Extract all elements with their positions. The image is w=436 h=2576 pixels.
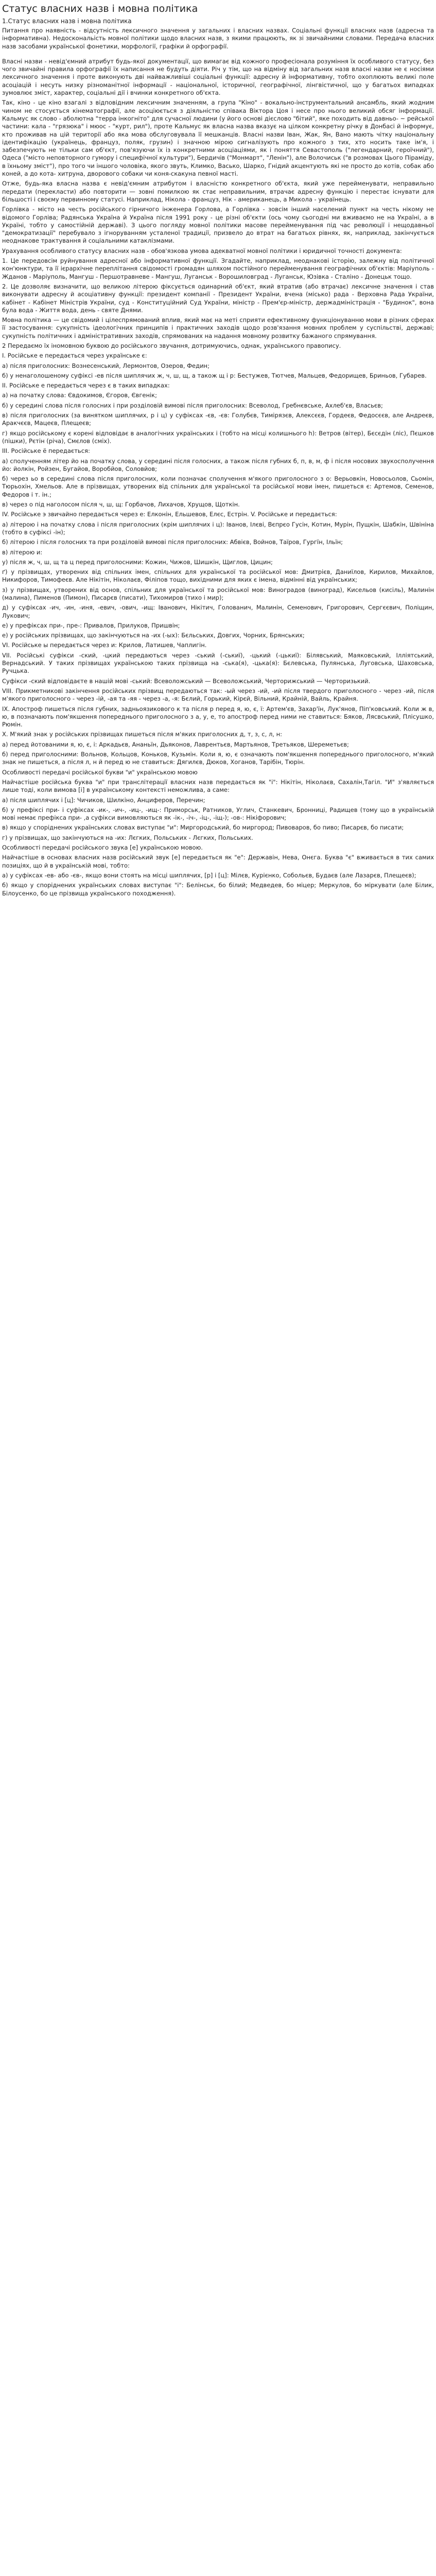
paragraph: е) у російських прізвищах, що закінчуються на -их (-ых): Бєльських, Довгих, Чорних, Брянських;	[2, 632, 305, 639]
paragraph: VII. Російські суфікси -ский, -цкий передаються через -ський (-ськиї), -цький (-цькиї): Білявський, Маяковський, Ілліятський, Вернадський. У таких прізвищах українською таких прізвища на -ська(я), -цька(я): Бєлевська, Пулянська, Луговська, Шаховська, Ручцька.	[2, 651, 434, 675]
paragraph: б) літерою і після голосних та при розділовій вимові після приголосних: Абвієв, Войнов, Таїров, Гургїн, Ільїн;	[2, 538, 343, 546]
paragraph: ІХ. Апостроф пишеться після губних, задньоязикового к та після р перед я, ю, є, ї: Артем'єв, Захар'їн, Лук'янов, Піп'ковський. Коли ж в, ю, в позначають пом'якшення попереднього приголосного з а, у, е, то апостроф перед ними не ставиться: Бяков, Лясвський, Плісушко, Рюмін.	[2, 705, 434, 728]
paragraph: ґ) у прізвищах, утворених від спільних імен, спільних для української та російської мов: Дмитрієв, Даниїлов, Кирилов, Михайлов, Никифоров, Тимофеєв. Але Нікітін, Ніколаєв, Філіпов тощо, вихідними для яких є імена, відмінні від українських;	[2, 568, 434, 584]
paragraph: в) літерою и:	[2, 548, 43, 556]
paragraph: е) у префіксах при-, пре-: Привалов, Прилуков, Пришвін;	[2, 621, 180, 629]
paragraph: в) якщо у споріднених українських словах виступає "и": Миргородський, бо миргород; Пивоваров, бо пиво; Писарєв, бо писати;	[2, 824, 404, 832]
paragraph: з) у прізвищах, утворених від основ, спільних для української та російської мов: Виноградов (виноград), Кисельов (кисіль), Малинін (малина), Пименов (Пимон), Писарєв (писати), Тихомиров (тихо і мир);	[2, 586, 434, 601]
page-title: Статус власних назв і мовна політика	[2, 3, 198, 14]
paragraph: Горлівка - місто на честь російського гірничого інженера Горлова, а Горлівка - зовсім інший населений пункт на честь нікому не відомого Горліва; Радянська Україна й Україна після 1991 року - це різні об'єкти (ось чому сьогодні ми вживаємо не на Україні, а в Україні, тобто у самостійній державі). З цього погляду мовної політики масове перейменування під час революції і нещодавньої "демократизації" перебувало з ігноруванням усталеної традиції, призвело до втрат на багатьох рівнях, як, наприклад, закінчується неоднакове трактування й соціальними катаклізмами.	[2, 206, 434, 245]
paragraph: а) у суфіксах -ев- або -єв-, якщо вони стоять на місці шиплячих, [р] і [ц]: Мілєв, Курієнко, Собольєв, Будаєв (але Лазарєв, Плещеєв);	[2, 871, 416, 879]
paragraph: г) якщо російському є корені відповідає в аналогічних українських і (тобто на місці колишнього h): Ветров (вітер), Бєсєдін (ліс), Пєшков (пішки), Рєтін (річа), Смєлов (сміх).	[2, 429, 434, 445]
document	[0, 0, 436, 905]
paragraph: IV. Російське э звичайно передається через е: Елконін, Ельшевов, Елєс, Естрін. V. Російське и передається:	[2, 511, 337, 518]
paragraph: ІІ. Російське е передається через є в таких випадках:	[2, 382, 170, 389]
paragraph: в) через о під наголосом після ч, ш, щ: Горбачов, Лихачов, Хрущов, Щоткін.	[2, 501, 240, 509]
paragraph: б) перед приголосними: Вольнов, Кольцов, Коньков, Кузьмін. Коли я, ю, є означають пом'якшення попереднього приголосного, м'який знак не пишеться, а після л, н й перед ю не ставиться: Дягилєв, Дюков, Хоганов, Тарібін, Тюрін.	[2, 751, 434, 766]
paragraph: 2. Це дозволяє визначити, що великою літерою фіксується одинарний об'єкт, який втратив (або втрачає) лексичне значення і став виконувати адресну й асоціативну функції: президент компанії - Президент України, вчена (місько) рада - Верховна Рада України, кабінет - Кабінет Міністрів України, суд - Конституційний Суд України, міністр - Прем'єр-міністр, держадміністрація - "Будинок", вона була вода - Життя вода, день - святе Днями.	[2, 282, 434, 314]
paragraph: г) у прізвищах, що закінчуються на -их: Лєгких, Польських - Лєгких, Польських.	[2, 834, 253, 841]
paragraph: а) сполученням літер йо на початку слова, у середині після голосних, а також після губних б, п, в, м, ф і після носових звукосполучення йо: йолкін, Ройзен, Бугайов, Воробйов, Соловйов;	[2, 457, 434, 472]
paragraph: VIII. Прикметникові закінчення російських прізвищ передаються так: -ый через -ий, -ий після твердого приголосного - через -ий, після м'якого приголосного - через -ій, -ая та -яя - через -а, -я: Бєлий, Горький, Кірєй, Вільний, Крайній, Вайль, Крайня.	[2, 687, 434, 703]
paragraph: а) після шиплячих і [ц]: Чичиков, Шилкіно, Анциферов, Перечин;	[2, 796, 205, 804]
paragraph: б) у середині слова після голосних і при розділовій вимові після приголосних: Всеволод, Гребнєвське, Ахлеб'єв, Власьєв;	[2, 401, 383, 409]
paragraph: ІІІ. Російське ё передається:	[2, 447, 90, 455]
paragraph: І. Російське е передається через українське є:	[2, 352, 147, 360]
paragraph: Власні назви - невід'ємний атрибут будь-якої документації, що вимагає від кожного професіонала розуміння їх особливого статусу, без чого звичайні правила орфографії їх написання не будуть діяти. Річ у тім, що на відміну від загальних назв власні назви не є носіями лексичного значення і проте виконують дві найважливіші соціальні функції: адресну й інформативну, тобто охоплюють великі поле асоціацій і несуть низку різноманітної інформації - національної, історичної, географічної, лінгвістичної, що у багатьох випадках зумовлює зміст, характер, соціальні дії і вчинки конкретного об'єкта.	[2, 57, 434, 97]
paragraph: а) перед йотованими я, ю, є, і: Аркадьєв, Ананьїн, Дьяконов, Лаврентьєв, Мартьянов, Третьяков, Шереметьєв;	[2, 740, 349, 748]
paragraph: у) після ж, ч, ш, щ та ц перед приголосними: Кожин, Чижов, Шишкін, Щиглов, Цицин;	[2, 558, 273, 566]
paragraph: VI. Російське ы передається через и: Крилов, Латишев, Чаплигін.	[2, 641, 207, 649]
paragraph: а) літерою і на початку слова і після приголосних (крім шиплячих і ц): Іванов, Ілєві, Вєпрєо Гусін, Котин, Мурін, Пущкін, Шабкін, Швініна (тобто в суфіксі -ін);	[2, 520, 434, 536]
paragraph: а) після приголосних: Вознесенський, Лермонтов, Озеров, Федин;	[2, 362, 210, 369]
paragraph: Мовна політика — це свідомий і цілеспрямований вплив, який має на меті сприяти ефективному функціонуванню мови в різних сферах її застосування: сукупність ідеологічних принципів і практичних заходів щодо розв'язання мовних проблем у суспільстві, державі; сукупність політичних і адміністративних заходів, спрямованих на надання мовному розвитку бажаного спрямування.	[2, 316, 434, 340]
paragraph: Найчастіше в основах власних назв російський звук [е] передається як "е": Державін, Нева, Онєга. Буква "є" вживається в тих самих позиціях, що й в українській мові, тобто:	[2, 854, 434, 869]
paragraph: Так, кіно - це кіно взагалі з відповідним лексичним значенням, а група "Кіно" - вокально-інструментальний ансамбль, який жодним чином не стосується кінематографії, але асоціюється з діяльністю співака Віктора Цоя і несе про нього великий обсяг інформації. Кальмус як слово - аболютна "терра інкогніто" для сучасної людини (у його основі дієслово "бітий", яке походить від давньо- ~ рейської частини: кала - "грязюка" і мюос - "курт, рил"), проте Кальмус як власна назва вказує на цілком конкретну річку в Донбасі й інформує, кто проживав на цій території або яка мова обслуговувала її мешканців. Власні назви Іван, Жак, Ян, Вано мають чітку національну ідентифікацію (українець, француз, поляк, грузин) і значною мірою сигналізують про кожного з тих, хто носить таке ім'я, і забезпечують не тільки сам об'єкт, пов'язуючи їх із конкретними асоціаціями, як і поняття Севастополь ("легендарний, героїчний"), Одеса ("місто неповторного гумору і специфічної культури"), Бердичів ("Монмарт", "Ленін"), але Волочиськ ("в розмовах Цього Піраміду, в їхньому зміст"), про того чи іншого чоловіка, якого звуть, Климко, Васько, Шарко, Гнідий акцентують які не просто до котів, собак або коней, а до кота- хитруна, дворового собаки чи коня-скакуна певної масті.	[2, 99, 434, 178]
paragraph: Суфікси -ский відповідаєте в нашій мові -ський: Всеволожський — Всеволожський, Черторижський — Черторизький.	[2, 677, 371, 685]
paragraph: д) у суфіксах -ич, -ин, -иня, -евич, -ович, -ищ: Іванович, Нікітич, Голованич, Малинін, Семенович, Григорович, Сергєєвич, Поліщин, Лукович;	[2, 604, 434, 619]
paragraph: Урахування особливого статусу власних назв - обов'язкова умова адекватної мовної політики і юридичної точності документа:	[2, 247, 402, 255]
paragraph: Х. М'який знак у російських прізвищах пишеться після м'яких приголосних д, т, з, с, л, н:	[2, 731, 282, 738]
paragraph: б) у ненаголошеному суфіксі -ев після шиплячих ж, ч, ш, щ, а також щ і р: Бестужев, Тютчев, Мальцев, Федорищев, Бриньов, Губарев.	[2, 371, 427, 379]
paragraph: Особливості передачі російського звука [e] українською мовою.	[2, 844, 203, 852]
paragraph: 2 Передаємо їх іномовною буквою до російського звучання, дотримуючись, однак, українського правопису.	[2, 342, 341, 349]
paragraph: в) після приголосних (за винятком шиплячих, р і ц) у суфіксах -єв, -єв: Голубєв, Тимірязєв, Алексєєв, Гордеєв, Федосєєв, але Андреєв, Аракчєєв, Мацеєв, Плещеєв;	[2, 412, 434, 427]
paragraph: Питання про наявність - відсутність лексичного значення у загальних і власних назвах. Соціальні функції власних назв (адресна та інформативна). Недоскональість мовної політики щодо власних назв, з якими працюють, як зі звичайними словами. Передача власних назв засобами української фонетики, морфології, графіки й орфографії.	[2, 27, 434, 50]
paragraph: б) якщо у споріднених українських словах виступає "і": Белінськ, бо білий; Медведев, бо міцер; Меркулов, бо міркувати (але Білик, Білоусенко, бо це прізвища українського походження).	[2, 882, 434, 897]
paragraph: б) у префіксі при- і суфіксах -ик-, -ич-, -иц-, -ищ-: Приморськ, Ратников, Углич, Станкевич, Бронниці, Радищев (тому що в українській мові немає префікса при- ,а суфікси вимовляються як -ік-, -іч-, -іц-, -іщ-); -ов-: Нікіфорович;	[2, 806, 434, 822]
paragraph: Отже, будь-яка власна назва є невід'ємним атрибутом і власністю конкретного об'єкта, який уже перейменувати, неправильно передати (перекласти) або повторити — зовні помилкою як стає неправильним, втрачає адресну функцію і перестає існувати для більшості і своєму первинному статусі. Наприклад, Нікола - француз, Нік - американець, а Микола - українець.	[2, 180, 434, 203]
paragraph: б) через ьо в середині слова після приголосних, коли позначає сполучення м'якого приголосного з о: Верьовкін, Новосьолов, Сьомін, Тюрьохін, Хмельов. Але в прізвищах, утворених від спільних для української та російської мови імен, пишеться є: Артемов, Семенов, Федоров і т. ін.;	[2, 475, 434, 498]
paragraph: Найчастіше російська буква "и" при транслітерації власних назв передається як "і": Нікітін, Ніколаєв, Сахалін,Тагіл. "И" з'являється лише тоді, коли вимова [і] в українському контексті неможлива, а саме:	[2, 778, 434, 794]
paragraph: 1. Це передовсім руйнування адресної або інформативної функції. Згадайте, наприклад, неоднакові історію, залежну від політичної кон'юнктури, та її ієрархічне переплітання свідомості громадян шляхом постійного перейменування географічних об'єктів: Маріуполь - Жданов - Маріуполь, Мангуш - Першотравневе - Мангуш, Луганськ - Ворошиловград - Луганськ, Юзівка - Сталіно - Донецьк тощо.	[2, 257, 434, 280]
paragraph: а) на початку слова: Євдокимов, Єгоров, Євгенік;	[2, 392, 157, 399]
paragraph: Особливості передачі російської букви "и" українською мовою	[2, 768, 198, 776]
toc-item: 1.Статус власних назв і мовна політика	[2, 18, 132, 25]
